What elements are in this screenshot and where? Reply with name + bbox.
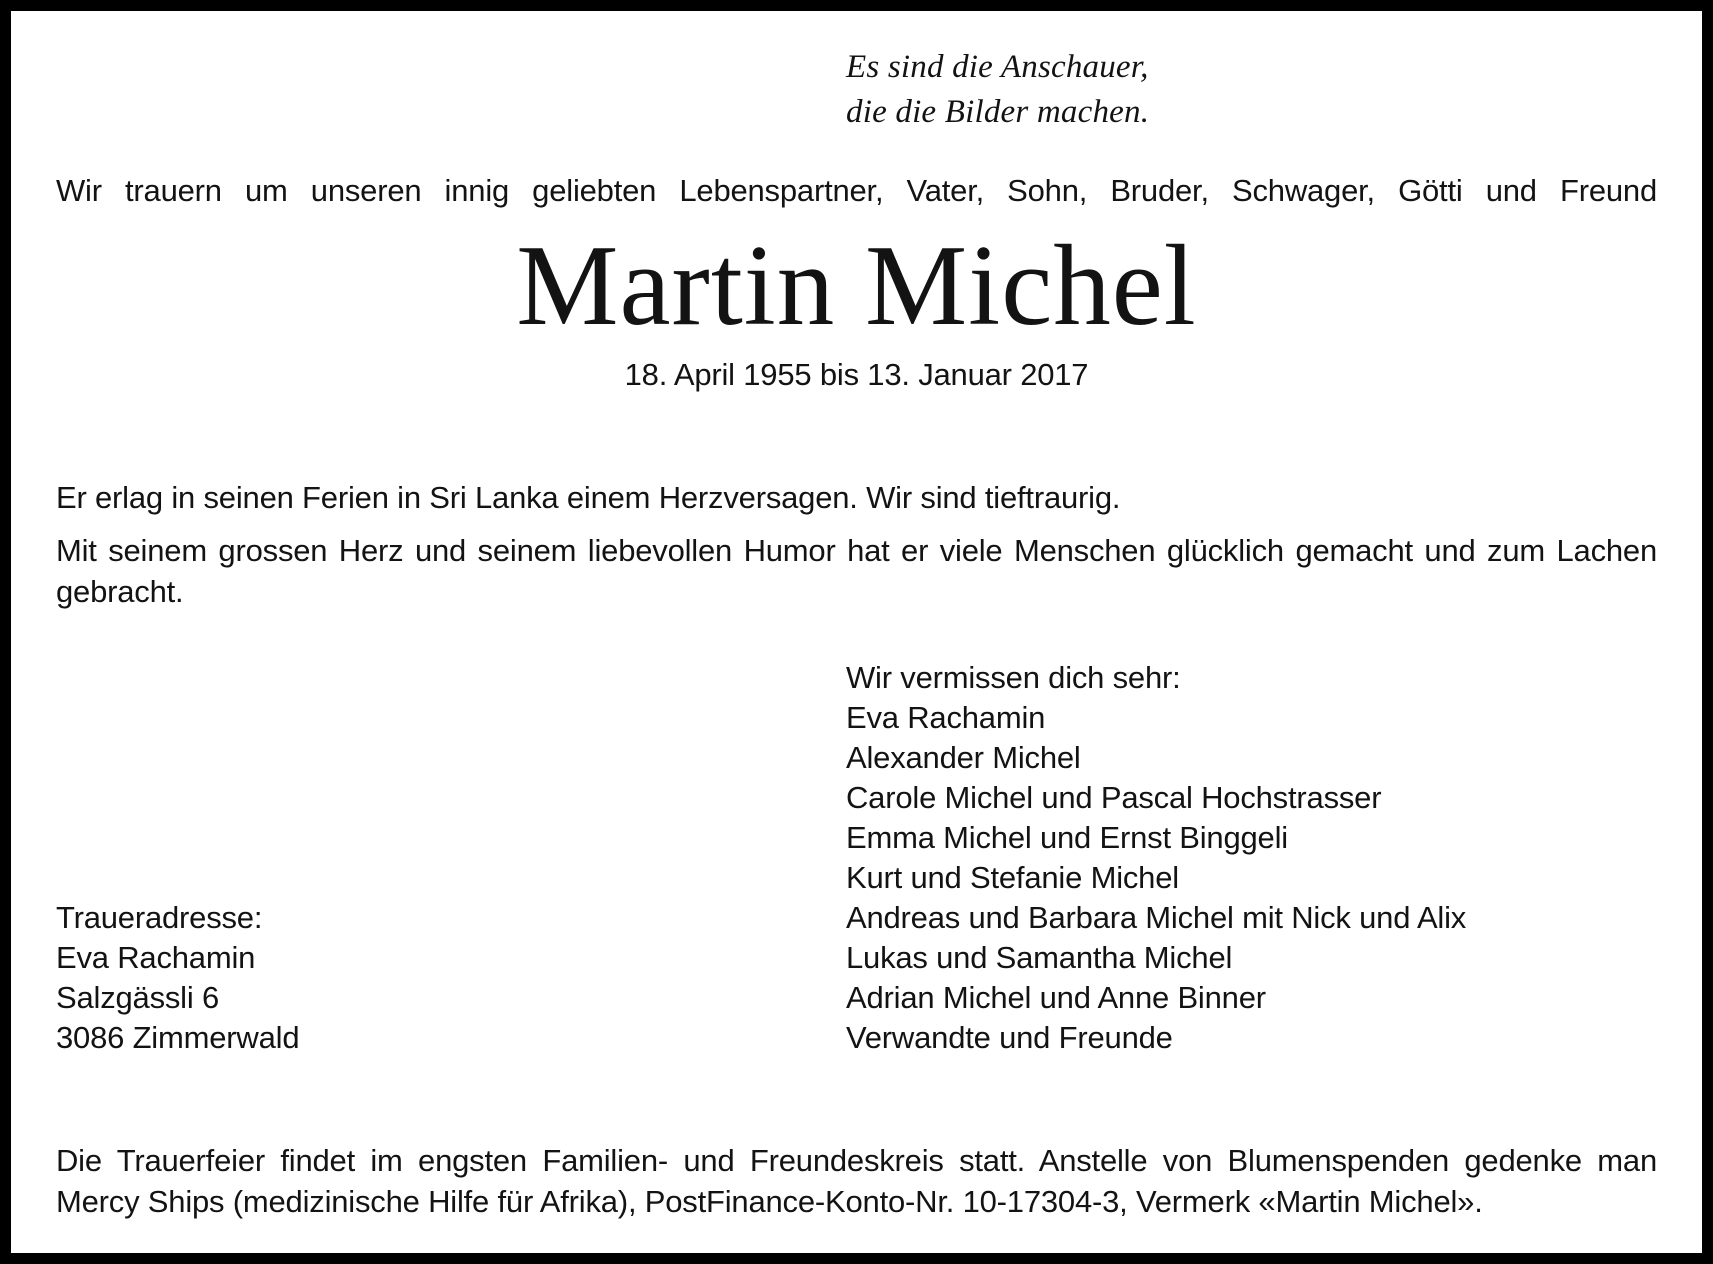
deceased-name: Martin Michel [516, 222, 1197, 349]
intro-line: Wir trauern um unseren innig geliebten Lebenspartner, Vater, Sohn, Bruder, Schwager, Götti und Freund [56, 173, 1657, 208]
mourner-name: Verwandte und Freunde [846, 1020, 1173, 1055]
mourner-name: Kurt und Stefanie Michel [846, 860, 1179, 895]
epigraph [846, 45, 1657, 135]
address-line: 3086 Zimmerwald [56, 1020, 300, 1055]
paragraph-cause: Er erlag in seinen Ferien in Sri Lanka einem Herzversagen. Wir sind tieftraurig. [56, 480, 1121, 515]
mourners-list [846, 658, 1657, 1058]
footer-paragraph: Die Trauerfeier findet im engsten Familien- und Freundeskreis statt. Anstelle von Blumenspenden gedenke man Mercy Ships (medizinische Hilfe für Afrika), PostFinance-Konto-Nr. 10-17304-3, Vermerk «Martin Michel». [56, 1143, 1657, 1219]
mourning-address [56, 898, 846, 1058]
mourners-heading: Wir vermissen dich sehr: [846, 660, 1181, 695]
mourner-name: Alexander Michel [846, 740, 1081, 775]
address-line: Salzgässli 6 [56, 980, 220, 1015]
mourner-name: Lukas und Samantha Michel [846, 940, 1233, 975]
epigraph-line-1: Es sind die Anschauer, [846, 49, 1149, 85]
columns-block [56, 658, 1657, 1058]
address-label: Traueradresse: [56, 900, 263, 935]
mourner-name: Adrian Michel und Anne Binner [846, 980, 1266, 1015]
mourner-name: Eva Rachamin [846, 700, 1046, 735]
mourner-name: Carole Michel und Pascal Hochstrasser [846, 780, 1382, 815]
mourner-name: Emma Michel und Ernst Binggeli [846, 820, 1288, 855]
paragraph-tribute: Mit seinem grossen Herz und seinem liebevollen Humor hat er viele Menschen glücklich gemacht und zum Lachen gebracht. [56, 533, 1657, 609]
life-dates: 18. April 1955 bis 13. Januar 2017 [624, 357, 1089, 392]
mourner-name: Andreas und Barbara Michel mit Nick und Alix [846, 900, 1467, 935]
epigraph-line-2: die die Bilder machen. [846, 94, 1150, 130]
address-line: Eva Rachamin [56, 940, 256, 975]
